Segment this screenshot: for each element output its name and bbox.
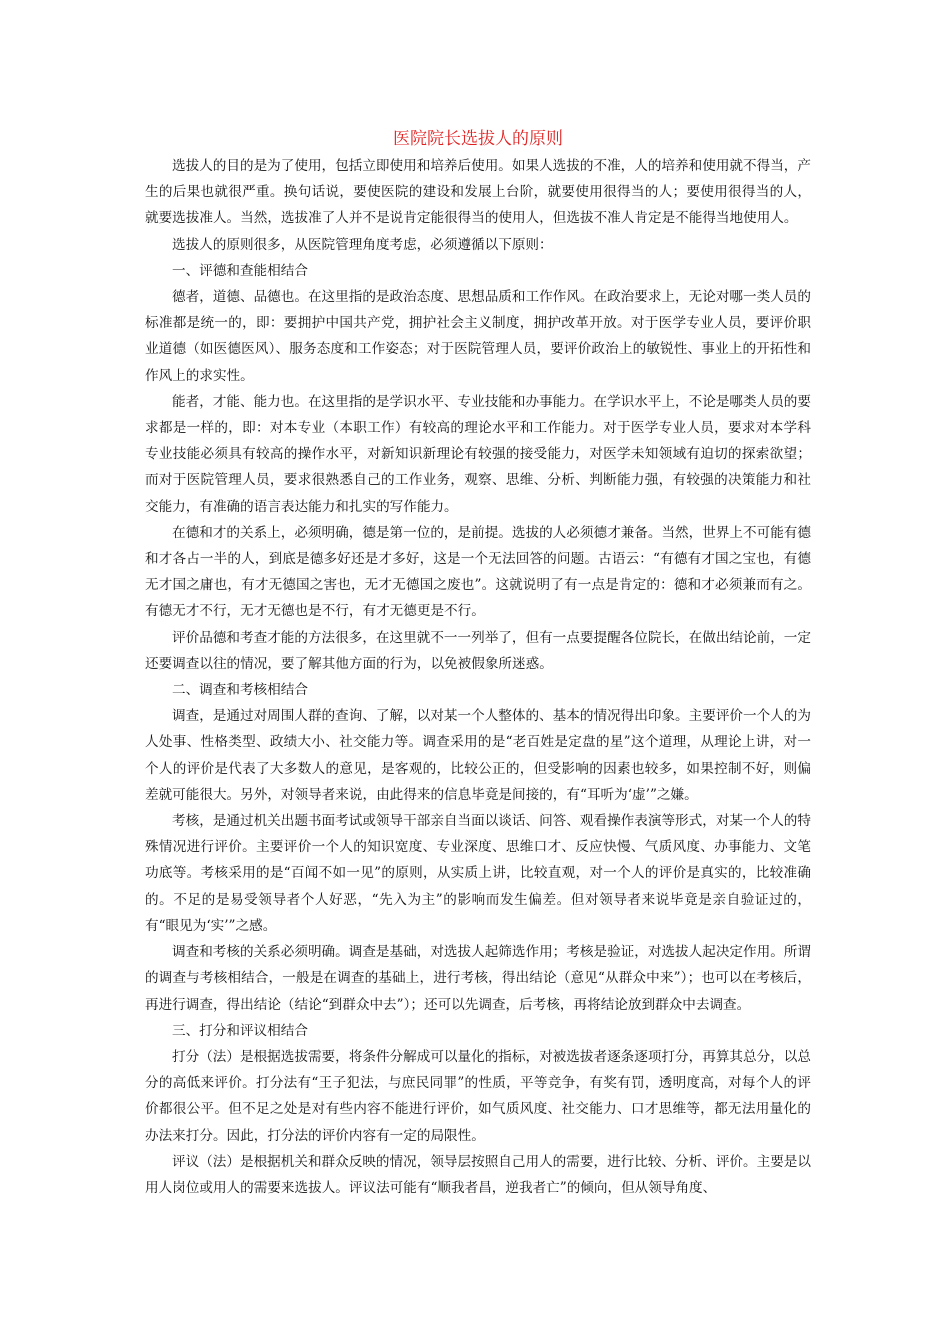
investigation-assessment-relation-paragraph: 调查和考核的关系必须明确。调查是基础，对选拔人起筛选作用；考核是验证，对选拔人起决定作用。所谓的调查与考核相结合，一般是在调查的基础上，进行考核，得出结论（意见“从群众中来”）；也可以在考核后，再进行调查，得出结论（结论“到群众中去”）；还可以先调查，后考核，再将结论放到群众中去调查。	[145, 944, 811, 1013]
investigation-paragraph: 调查，是通过对周围人群的查询、了解，以对某一个人整体的、基本的情况得出印象。主要评价一个人的为人处事、性格类型、政绩大小、社交能力等。调查采用的是“老百姓是定盘的星”这个道理，从理论上讲，对一个人的评价是代表了大多数人的意见，是客观的，比较公正的，但受影响的因素也较多，如果控制不好，则偏差就可能很大。另外，对领导者来说，由此得来的信息毕竟是间接的，有“耳听为‘虚’”之嫌。	[145, 708, 811, 803]
evaluation-method-paragraph: 评价品德和考查才能的方法很多，在这里就不一一列举了，但有一点要提醒各位院长，在做出结论前，一定还要调查以往的情况，要了解其他方面的行为，以免被假象所迷惑。	[145, 629, 811, 672]
ability-paragraph: 能者，才能、能力也。在这里指的是学识水平、专业技能和办事能力。在学识水平上，不论是哪类人员的要求都是一样的，即：对本专业（本职工作）有较高的理论水平和工作能力。对于医学专业人员，要求对本学科专业技能必须具有较高的操作水平，对新知识新理论有较强的接受能力，对医学未知领域有迫切的探索欲望；而对于医院管理人员，要求很熟悉自己的工作业务，观察、思维、分析、判断能力强，有较强的决策能力和社交能力，有准确的语言表达能力和扎实的写作能力。	[145, 393, 811, 515]
section-heading-1: 一、评德和查能相结合	[172, 262, 308, 279]
virtue-ability-relation-paragraph: 在德和才的关系上，必须明确，德是第一位的，是前提。选拔的人必须德才兼备。当然，世界上不可能有德和才各占一半的人，到底是德多好还是才多好，这是一个无法回答的问题。古语云：“有德有才国之宝也，有德无才国之庸也，有才无德国之害也，无才无德国之废也”。这就说明了有一点是肯定的：德和才必须兼而有之。有德无才不行，无才无德也是不行，有才无德更是不行。	[145, 524, 811, 620]
scoring-paragraph: 打分（法）是根据选拔需要，将条件分解成可以量化的指标，对被选拔者逐条逐项打分，再算其总分，以总分的高低来评价。打分法有“王子犯法，与庶民同罪”的性质，平等竞争，有奖有罚，透明度高，对每个人的评价都很公平。但不足之处是对有些内容不能进行评价，如气质风度、社交能力、口才思维等，都无法用量化的办法来打分。因此，打分法的评价内容有一定的局限性。	[145, 1048, 811, 1144]
intro-paragraph: 选拔人的目的是为了使用，包括立即使用和培养后使用。如果人选拔的不准，人的培养和使用就不得当，产生的后果也就很严重。换句话说，要使医院的建设和发展上台阶，就要使用很得当的人；要使用很得当的人，就要选拔准人。当然，选拔准了人并不是说肯定能很得当的使用人，但选拔不准人肯定是不能得当地使用人。	[145, 158, 811, 227]
document-title: 医院院长选拔人的原则	[393, 129, 563, 149]
appraisal-paragraph: 评议（法）是根据机关和群众反映的情况，领导层按照自己用人的需要，进行比较、分析、评价。主要是以用人岗位或用人的需要来选拔人。评议法可能有“顺我者昌，逆我者亡”的倾向，但从领导角度、	[145, 1153, 811, 1196]
virtue-paragraph: 德者，道德、品德也。在这里指的是政治态度、思想品质和工作作风。在政治要求上，无论对哪一类人员的标准都是统一的，即：要拥护中国共产党，拥护社会主义制度，拥护改革开放。对于医学专业人员，要评价职业道德（如医德医风）、服务态度和工作姿态；对于医院管理人员，要评价政治上的敏锐性、事业上的开拓性和作风上的求实性。	[145, 289, 811, 384]
assessment-paragraph: 考核，是通过机关出题书面考试或领导干部亲自当面以谈话、问答、观看操作表演等形式，对某一个人的特殊情况进行评价。主要评价一个人的知识宽度、专业深度、思维口才、反应快慢、气质风度、办事能力、文笔功底等。考核采用的是“百闻不如一见”的原则，从实质上讲，比较直观，对一个人的评价是真实的，比较准确的。不足的是易受领导者个人好恶，“先入为主”的影响而发生偏差。但对领导者来说毕竟是亲自验证过的，有“眼见为‘实’”之感。	[145, 813, 811, 934]
section-heading-3: 三、打分和评议相结合	[172, 1022, 308, 1039]
principles-lead-paragraph: 选拔人的原则很多，从医院管理角度考虑，必须遵循以下原则：	[172, 236, 553, 253]
section-heading-2: 二、调查和考核相结合	[172, 682, 308, 699]
document-page	[145, 126, 811, 1201]
